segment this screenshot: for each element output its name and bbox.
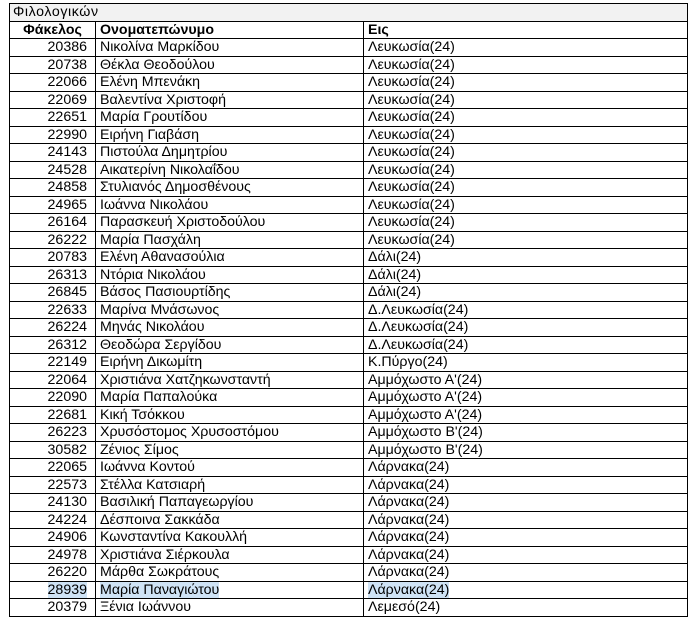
name-cell-text: Δέσποινα Σακκάδα bbox=[100, 511, 220, 528]
table-row bbox=[10, 91, 688, 109]
dest-cell-text: Δ.Λευκωσία(24) bbox=[368, 336, 469, 353]
name-cell bbox=[96, 231, 364, 249]
table-row bbox=[10, 284, 688, 302]
name-cell-text: Μάρθα Σωκράτους bbox=[100, 564, 220, 581]
name-cell bbox=[96, 424, 364, 442]
table-row bbox=[10, 161, 688, 179]
dest-cell bbox=[364, 301, 688, 319]
name-cell bbox=[96, 529, 364, 547]
file-cell-text: 20379 bbox=[47, 599, 87, 616]
table-row bbox=[10, 126, 688, 144]
file-cell-text: 22990 bbox=[47, 126, 87, 143]
file-cell bbox=[10, 74, 96, 92]
dest-cell-text: Λευκωσία(24) bbox=[368, 179, 455, 196]
table-row bbox=[10, 319, 688, 337]
name-cell-text: Χριστιάνα Σιέρκουλα bbox=[100, 546, 230, 563]
name-cell bbox=[96, 319, 364, 337]
file-cell bbox=[10, 546, 96, 564]
dest-cell bbox=[364, 249, 688, 267]
name-cell-text: Μηνάς Νικολάου bbox=[100, 319, 205, 336]
dest-cell bbox=[364, 144, 688, 162]
dest-cell-text: Λεμεσό(24) bbox=[368, 599, 441, 616]
name-cell-text: Παρασκευή Χριστοδούλου bbox=[100, 214, 266, 231]
dest-cell bbox=[364, 74, 688, 92]
dest-cell-text: Δ.Λευκωσία(24) bbox=[368, 319, 469, 336]
file-cell-text: 22651 bbox=[47, 109, 87, 126]
table-row bbox=[10, 196, 688, 214]
name-cell bbox=[96, 511, 364, 529]
dest-cell-text: Αμμόχωστο Β'(24) bbox=[368, 424, 483, 441]
dest-cell-text: Λευκωσία(24) bbox=[368, 109, 455, 126]
dest-cell bbox=[364, 319, 688, 337]
file-cell bbox=[10, 354, 96, 372]
dest-cell-text: Λευκωσία(24) bbox=[368, 231, 455, 248]
file-cell bbox=[10, 301, 96, 319]
dest-cell bbox=[364, 354, 688, 372]
file-cell-text: 26222 bbox=[47, 231, 87, 248]
file-cell-text: 20386 bbox=[47, 39, 87, 56]
name-cell-text: Θέκλα Θεοδούλου bbox=[100, 56, 215, 73]
name-cell-text: Πιστούλα Δημητρίου bbox=[100, 144, 228, 161]
table-row bbox=[10, 336, 688, 354]
name-cell bbox=[96, 354, 364, 372]
file-cell bbox=[10, 319, 96, 337]
file-cell bbox=[10, 599, 96, 617]
name-cell-text: Χριστιάνα Χατζηκωνσταντή bbox=[100, 371, 271, 388]
name-cell-text: Νικολίνα Μαρκίδου bbox=[100, 39, 220, 56]
name-cell-text: Στυλιανός Δημοσθένους bbox=[100, 179, 251, 196]
name-cell bbox=[96, 144, 364, 162]
dest-cell-text: Λάρνακα(24) bbox=[368, 511, 450, 528]
file-cell-text: 20783 bbox=[47, 249, 87, 266]
dest-cell bbox=[364, 161, 688, 179]
file-cell-text: 22064 bbox=[47, 371, 87, 388]
dest-cell bbox=[364, 179, 688, 197]
file-cell bbox=[10, 494, 96, 512]
name-cell bbox=[96, 476, 364, 494]
table-row bbox=[10, 74, 688, 92]
dest-cell bbox=[364, 126, 688, 144]
dest-cell-text: Λάρνακα(24) bbox=[368, 476, 450, 493]
file-cell-text: 22681 bbox=[47, 406, 87, 423]
document-sheet bbox=[9, 3, 687, 617]
dest-cell bbox=[364, 336, 688, 354]
dest-cell bbox=[364, 406, 688, 424]
dest-cell bbox=[364, 529, 688, 547]
name-cell bbox=[96, 56, 364, 74]
name-cell-text: Αικατερίνη Νικολαΐδου bbox=[100, 161, 240, 178]
dest-cell-text: Λάρνακα(24) bbox=[368, 459, 450, 476]
file-cell bbox=[10, 266, 96, 284]
file-cell bbox=[10, 529, 96, 547]
file-cell-text: 24906 bbox=[47, 529, 87, 546]
caption-row bbox=[10, 4, 688, 22]
name-cell-text: Βασιλική Παπαγεωργίου bbox=[100, 494, 254, 511]
table-row bbox=[10, 406, 688, 424]
file-cell bbox=[10, 179, 96, 197]
name-cell bbox=[96, 406, 364, 424]
dest-cell-text: Λευκωσία(24) bbox=[368, 74, 455, 91]
name-cell bbox=[96, 599, 364, 617]
header-file: Φάκελος bbox=[10, 21, 96, 39]
dest-cell-text: Δ.Λευκωσία(24) bbox=[368, 301, 469, 318]
name-cell bbox=[96, 196, 364, 214]
file-cell-text: 26845 bbox=[47, 284, 87, 301]
name-cell bbox=[96, 179, 364, 197]
file-cell-text: 24224 bbox=[47, 511, 87, 528]
dest-cell bbox=[364, 214, 688, 232]
dest-cell-text: Λευκωσία(24) bbox=[368, 39, 455, 56]
name-cell-text: Κική Τσόκκου bbox=[100, 406, 185, 423]
table-row bbox=[10, 371, 688, 389]
dest-cell bbox=[364, 56, 688, 74]
file-cell bbox=[10, 459, 96, 477]
dest-cell-text: Αμμόχωστο Β'(24) bbox=[368, 441, 483, 458]
name-cell-text: Μαρία Πασχάλη bbox=[100, 231, 201, 248]
file-cell-text: 26164 bbox=[47, 214, 87, 231]
name-cell bbox=[96, 546, 364, 564]
name-cell bbox=[96, 91, 364, 109]
file-cell-text: 24978 bbox=[47, 546, 87, 563]
table-body bbox=[10, 39, 688, 617]
dest-cell-text: Λάρνακα(24) bbox=[368, 529, 450, 546]
dest-cell-text: Αμμόχωστο Α'(24) bbox=[368, 371, 483, 388]
dest-cell bbox=[364, 196, 688, 214]
name-cell bbox=[96, 249, 364, 267]
file-cell bbox=[10, 476, 96, 494]
file-cell-text: 22069 bbox=[47, 91, 87, 108]
name-cell bbox=[96, 459, 364, 477]
table-row bbox=[10, 424, 688, 442]
name-cell bbox=[96, 581, 364, 599]
file-cell bbox=[10, 161, 96, 179]
table-row bbox=[10, 529, 688, 547]
name-cell bbox=[96, 161, 364, 179]
table-row bbox=[10, 511, 688, 529]
file-cell-text: 22633 bbox=[47, 301, 87, 318]
dest-cell-text: Κ.Πύργο(24) bbox=[368, 354, 448, 371]
name-cell-text: Ιωάννα Κοντού bbox=[100, 459, 195, 476]
dest-cell bbox=[364, 564, 688, 582]
dest-cell-text: Λάρνακα(24) bbox=[368, 564, 450, 581]
table-row bbox=[10, 389, 688, 407]
file-cell bbox=[10, 581, 96, 599]
table-row bbox=[10, 144, 688, 162]
name-cell-text: Θεοδώρα Σεργίδου bbox=[100, 336, 222, 353]
table-row bbox=[10, 179, 688, 197]
name-cell-text: Μαρία Παπαλούκα bbox=[100, 389, 218, 406]
file-cell-text: 26224 bbox=[47, 319, 87, 336]
file-cell-text: 24528 bbox=[47, 161, 87, 178]
dest-cell bbox=[364, 441, 688, 459]
header-row bbox=[10, 21, 688, 39]
file-cell-text: 24858 bbox=[47, 179, 87, 196]
file-cell bbox=[10, 406, 96, 424]
name-cell-text: Βαλεντίνα Χριστοφή bbox=[100, 91, 226, 108]
dest-cell bbox=[364, 389, 688, 407]
name-cell bbox=[96, 109, 364, 127]
file-cell bbox=[10, 371, 96, 389]
dest-cell-text: Λευκωσία(24) bbox=[368, 144, 455, 161]
file-cell bbox=[10, 249, 96, 267]
name-cell bbox=[96, 389, 364, 407]
dest-cell bbox=[364, 91, 688, 109]
name-cell bbox=[96, 214, 364, 232]
dest-cell-text: Λάρνακα(24) bbox=[368, 494, 450, 511]
name-cell-text: Κωνσταντίνα Κακουλλή bbox=[100, 529, 248, 546]
name-cell bbox=[96, 371, 364, 389]
name-cell bbox=[96, 126, 364, 144]
dest-cell-text: Λάρνακα(24) bbox=[368, 581, 450, 598]
dest-cell-text: Λευκωσία(24) bbox=[368, 161, 455, 178]
file-cell-text: 20738 bbox=[47, 56, 87, 73]
table-row bbox=[10, 441, 688, 459]
name-cell-text: Ξένια Ιωάννου bbox=[100, 599, 191, 616]
name-cell bbox=[96, 284, 364, 302]
file-cell bbox=[10, 424, 96, 442]
name-cell-text: Μαρία Γρουτίδου bbox=[100, 109, 208, 126]
table-row bbox=[10, 546, 688, 564]
file-cell bbox=[10, 56, 96, 74]
file-cell-text: 22065 bbox=[47, 459, 87, 476]
table-row bbox=[10, 599, 688, 617]
assignment-table bbox=[9, 3, 688, 617]
dest-cell-text: Λευκωσία(24) bbox=[368, 56, 455, 73]
dest-cell-text: Δάλι(24) bbox=[368, 266, 422, 283]
file-cell-text: 26220 bbox=[47, 564, 87, 581]
file-cell bbox=[10, 126, 96, 144]
table-row bbox=[10, 266, 688, 284]
file-cell bbox=[10, 144, 96, 162]
file-cell bbox=[10, 196, 96, 214]
name-cell-text: Ζένιος Σίμος bbox=[100, 441, 179, 458]
dest-cell-text: Αμμόχωστο Α'(24) bbox=[368, 389, 483, 406]
file-cell bbox=[10, 511, 96, 529]
file-cell bbox=[10, 284, 96, 302]
dest-cell bbox=[364, 599, 688, 617]
table-row bbox=[10, 459, 688, 477]
table-caption: Φιλολογικών bbox=[10, 4, 688, 22]
file-cell-text: 22066 bbox=[47, 74, 87, 91]
name-cell-text: Ειρήνη Δικωμίτη bbox=[100, 354, 203, 371]
file-cell bbox=[10, 564, 96, 582]
name-cell bbox=[96, 301, 364, 319]
file-cell bbox=[10, 389, 96, 407]
table-row bbox=[10, 476, 688, 494]
dest-cell-text: Δάλι(24) bbox=[368, 284, 422, 301]
table-row bbox=[10, 301, 688, 319]
file-cell bbox=[10, 91, 96, 109]
file-cell-text: 24143 bbox=[47, 144, 87, 161]
name-cell-text: Ελένη Αθανασούλια bbox=[100, 249, 225, 266]
dest-cell-text: Δάλι(24) bbox=[368, 249, 422, 266]
dest-cell bbox=[364, 266, 688, 284]
dest-cell-text: Αμμόχωστο Α'(24) bbox=[368, 406, 483, 423]
dest-cell-text: Λευκωσία(24) bbox=[368, 196, 455, 213]
file-cell-text: 26313 bbox=[47, 266, 87, 283]
table-row bbox=[10, 109, 688, 127]
file-cell bbox=[10, 109, 96, 127]
dest-cell bbox=[364, 476, 688, 494]
file-cell-text: 30582 bbox=[47, 441, 87, 458]
table-row bbox=[10, 564, 688, 582]
name-cell-text: Βάσος Πασιουρτίδης bbox=[100, 284, 231, 301]
file-cell bbox=[10, 214, 96, 232]
file-cell bbox=[10, 336, 96, 354]
file-cell-text: 26223 bbox=[47, 424, 87, 441]
dest-cell bbox=[364, 459, 688, 477]
table-row bbox=[10, 231, 688, 249]
file-cell bbox=[10, 39, 96, 57]
dest-cell bbox=[364, 581, 688, 599]
dest-cell-text: Λευκωσία(24) bbox=[368, 214, 455, 231]
header-name: Ονοματεπώνυμο bbox=[96, 21, 364, 39]
table-row bbox=[10, 214, 688, 232]
name-cell bbox=[96, 266, 364, 284]
dest-cell bbox=[364, 511, 688, 529]
dest-cell bbox=[364, 284, 688, 302]
table-row bbox=[10, 354, 688, 372]
file-cell-text: 24965 bbox=[47, 196, 87, 213]
table-row bbox=[10, 39, 688, 57]
table-row bbox=[10, 56, 688, 74]
name-cell-text: Ειρήνη Γιαβάση bbox=[100, 126, 200, 143]
dest-cell bbox=[364, 546, 688, 564]
dest-cell bbox=[364, 424, 688, 442]
file-cell-text: 22573 bbox=[47, 476, 87, 493]
name-cell-text: Μαρίνα Μνάσωνος bbox=[100, 301, 220, 318]
table-row bbox=[10, 494, 688, 512]
name-cell bbox=[96, 39, 364, 57]
name-cell-text: Στέλλα Κατσιαρή bbox=[100, 476, 206, 493]
name-cell-text: Χρυσόστομος Χρυσοστόμου bbox=[100, 424, 279, 441]
dest-cell bbox=[364, 231, 688, 249]
file-cell-text: 22149 bbox=[47, 354, 87, 371]
name-cell bbox=[96, 441, 364, 459]
name-cell-text: Μαρία Παναγιώτου bbox=[100, 581, 220, 598]
table-row bbox=[10, 249, 688, 267]
dest-cell-text: Λάρνακα(24) bbox=[368, 546, 450, 563]
file-cell-text: 22090 bbox=[47, 389, 87, 406]
name-cell bbox=[96, 494, 364, 512]
dest-cell-text: Λευκωσία(24) bbox=[368, 126, 455, 143]
dest-cell bbox=[364, 39, 688, 57]
name-cell-text: Ντόρια Νικολάου bbox=[100, 266, 206, 283]
header-dest: Εις bbox=[364, 21, 688, 39]
dest-cell bbox=[364, 109, 688, 127]
name-cell bbox=[96, 336, 364, 354]
file-cell bbox=[10, 441, 96, 459]
file-cell-text: 28939 bbox=[47, 581, 87, 598]
file-cell-text: 26312 bbox=[47, 336, 87, 353]
name-cell-text: Ιωάννα Νικολάου bbox=[100, 196, 209, 213]
name-cell bbox=[96, 564, 364, 582]
dest-cell bbox=[364, 371, 688, 389]
name-cell-text: Ελένη Μπενάκη bbox=[100, 74, 201, 91]
table-row bbox=[10, 581, 688, 599]
name-cell bbox=[96, 74, 364, 92]
dest-cell-text: Λευκωσία(24) bbox=[368, 91, 455, 108]
file-cell-text: 24130 bbox=[47, 494, 87, 511]
file-cell bbox=[10, 231, 96, 249]
dest-cell bbox=[364, 494, 688, 512]
